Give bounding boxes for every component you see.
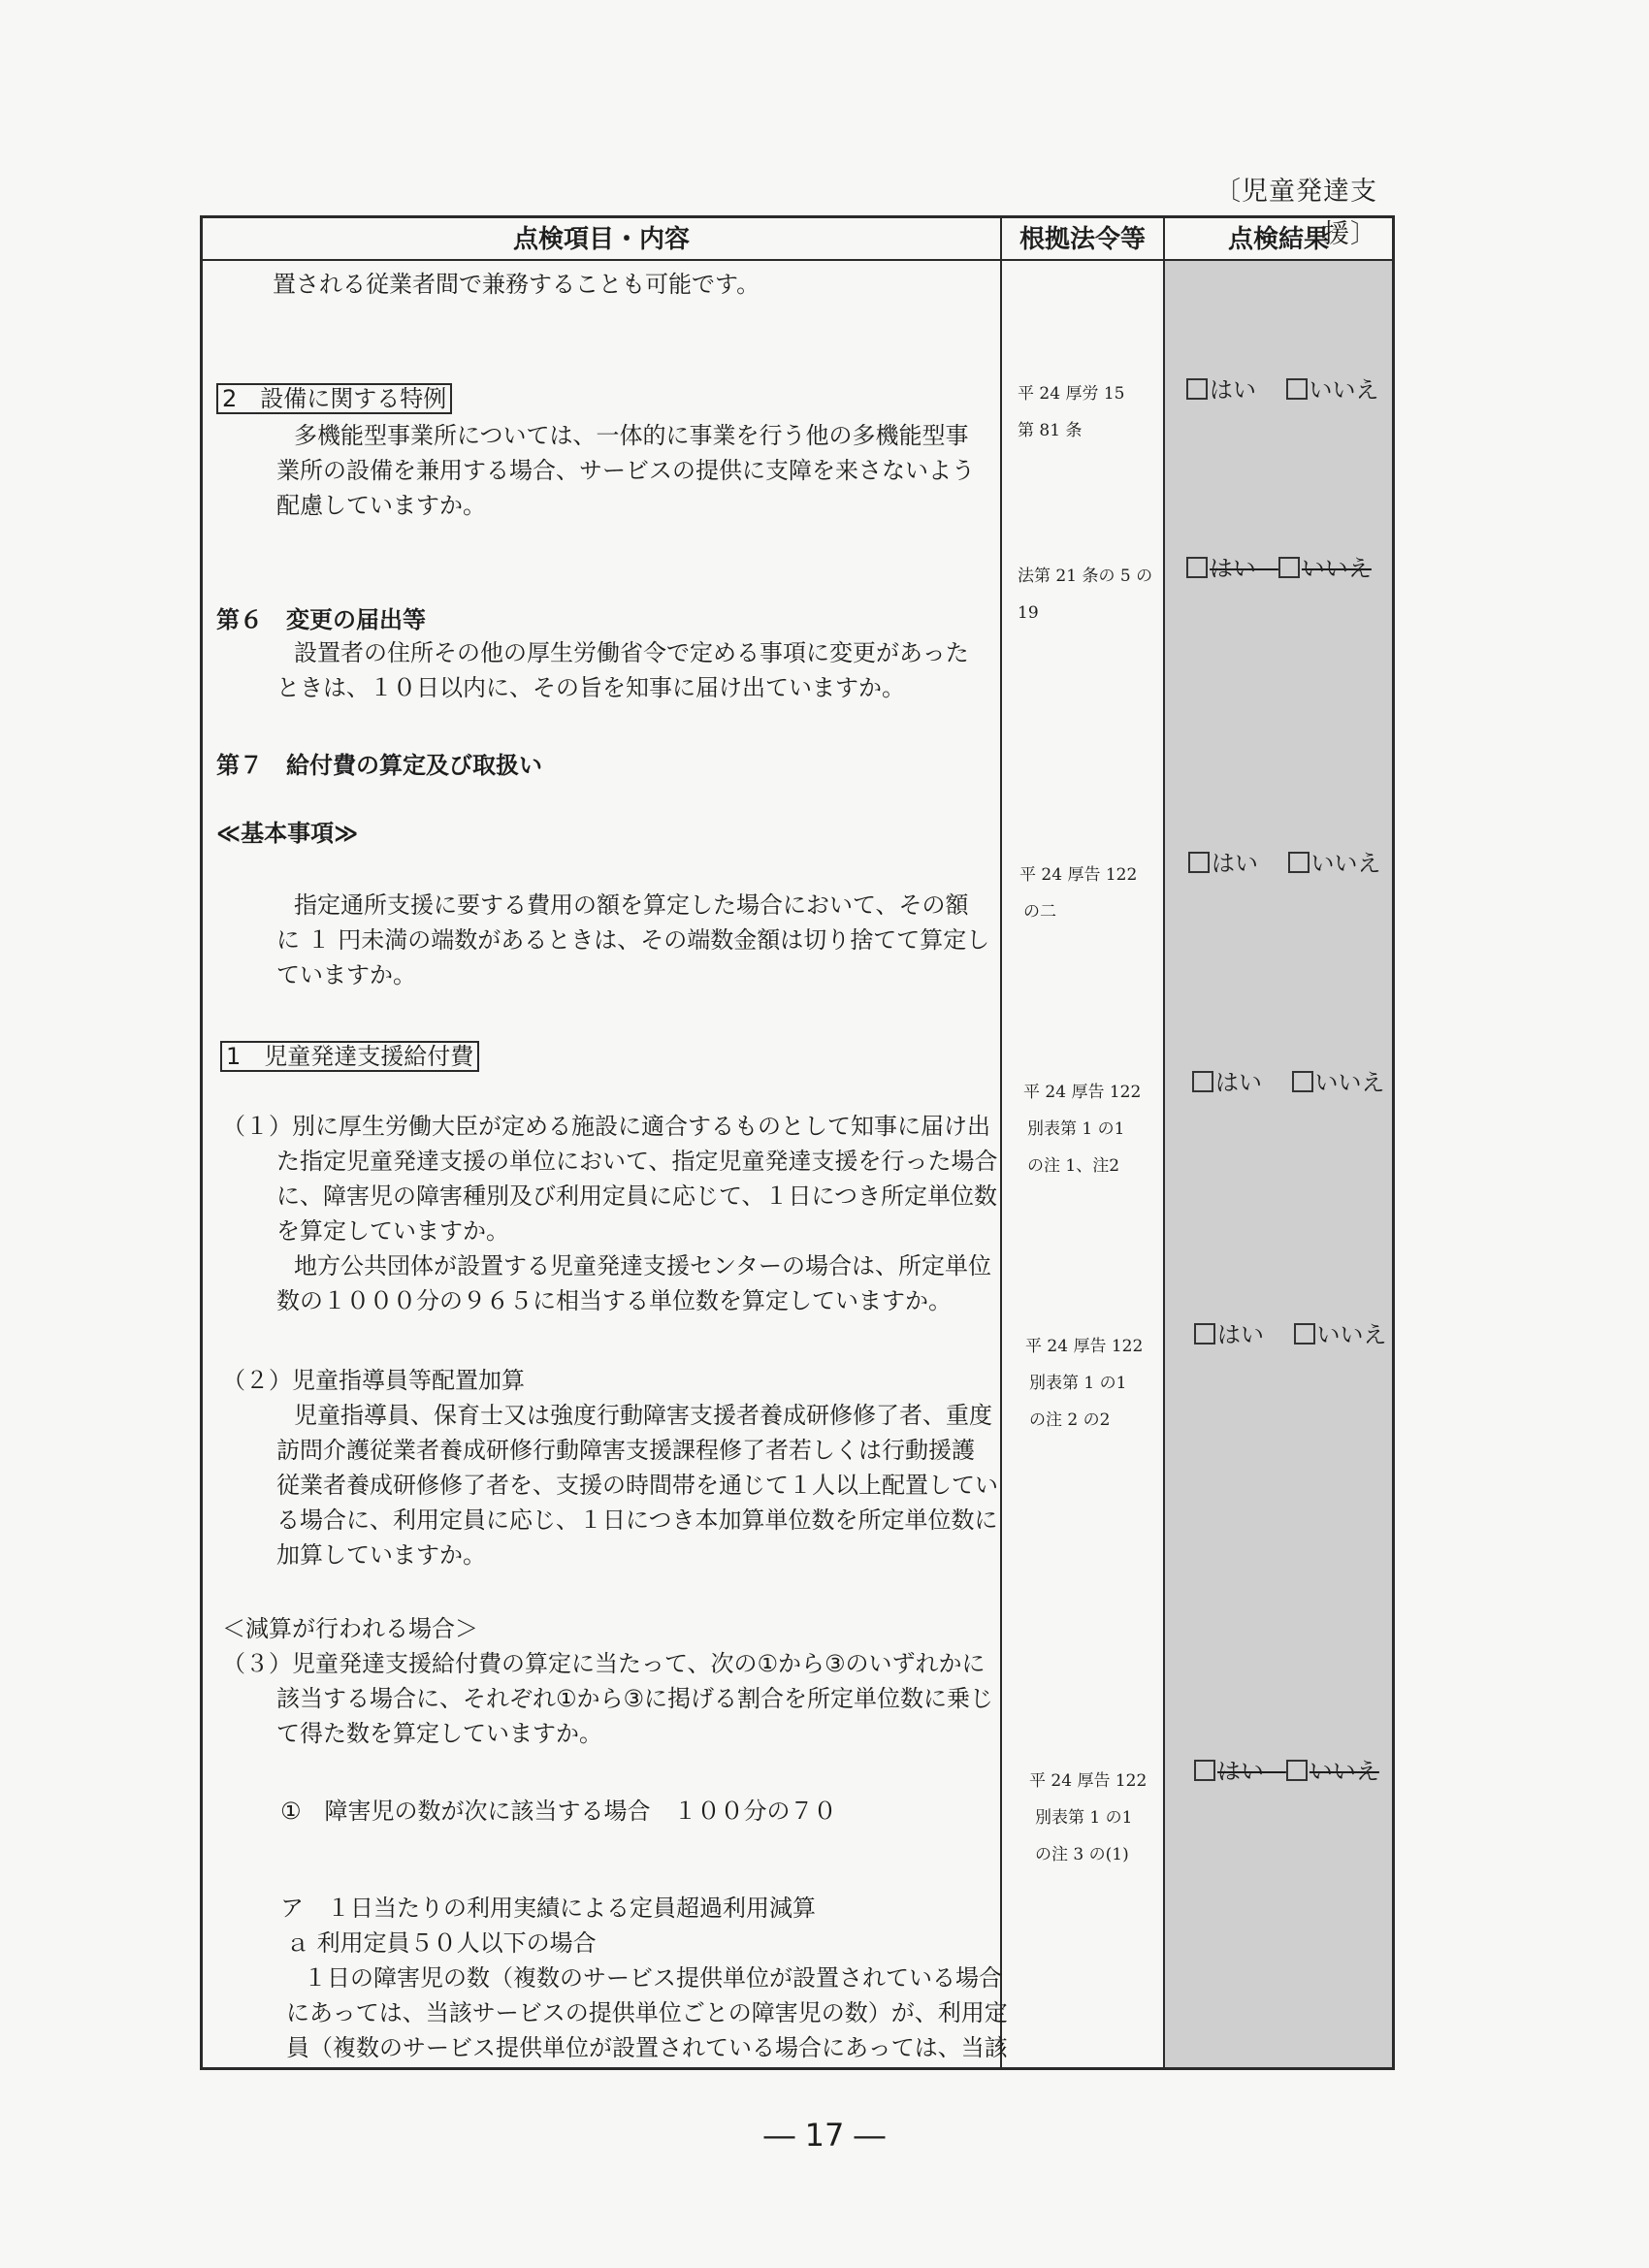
item-text: て得た数を算定していますか。 <box>276 1720 602 1747</box>
yes-label: はい <box>1217 1758 1264 1785</box>
no-label: いいえ <box>1309 1758 1379 1785</box>
checkbox-icon[interactable] <box>1286 1760 1308 1781</box>
column-divider <box>1000 218 1002 2067</box>
item-text: ａ 利用定員５０人以下の場合 <box>286 1929 597 1957</box>
item-text: 置される従業者間で兼務することも可能です。 <box>273 271 760 298</box>
law-reference: 第 81 条 <box>1018 421 1083 440</box>
header-law: 根拠法令等 <box>1000 218 1165 261</box>
yes-label: はい <box>1215 1069 1262 1096</box>
item-text: 従業者養成研修修了者を、支援の時間帯を通じて１人以上配置してい <box>276 1472 998 1499</box>
subsection-title: ＜減算が行われる場合＞ <box>222 1615 478 1642</box>
page-number: ― 17 ― <box>763 2117 886 2154</box>
checkbox-checked-icon[interactable] <box>1194 1323 1215 1345</box>
column-divider <box>1163 218 1165 2067</box>
result-checkboxes <box>1194 1318 1387 1351</box>
item-text: 多機能型事業所については、一体的に事業を行う他の多機能型事 <box>271 422 969 449</box>
result-checkboxes <box>1186 373 1379 406</box>
item-text: 数の１０００分の９６５に相当する単位数を算定していますか。 <box>276 1287 952 1314</box>
inspection-table <box>200 215 1395 2070</box>
item-text: 訪問介護従業者養成研修行動障害支援課程修了者若しくは行動援護 <box>276 1437 975 1464</box>
law-reference: 別表第 1 の1 <box>1027 1119 1125 1139</box>
result-column-shading <box>1165 261 1392 2067</box>
checkbox-icon[interactable] <box>1194 1760 1215 1781</box>
item-text: に、障害児の障害種別及び利用定員に応じて、１日につき所定単位数 <box>276 1183 998 1210</box>
checkbox-icon[interactable] <box>1278 557 1300 578</box>
item-text: ときは、１０日以内に、その旨を知事に届け出ていますか。 <box>276 674 905 701</box>
no-label: いいえ <box>1316 1321 1387 1348</box>
item-text: （３）児童発達支援給付費の算定に当たって、次の①から③のいずれかに <box>222 1650 986 1677</box>
item-text: 指定通所支援に要する費用の額を算定した場合において、その額 <box>271 891 969 919</box>
yes-label: はい <box>1217 1321 1264 1348</box>
result-checkboxes-struck <box>1186 552 1372 585</box>
section-title: 1 児童発達支援給付費 <box>220 1041 479 1072</box>
law-reference: 平 24 厚労 15 <box>1018 384 1125 404</box>
item-text: ア １日当たりの利用実績による定員超過利用減算 <box>280 1895 816 1922</box>
law-reference: 平 24 厚告 122 <box>1029 1771 1148 1791</box>
checkbox-checked-icon[interactable] <box>1186 378 1208 400</box>
item-text: 該当する場合に、それぞれ①から③に掲げる割合を所定単位数に乗じ <box>276 1685 994 1712</box>
yes-label: はい <box>1210 376 1256 404</box>
item-text: （２）児童指導員等配置加算 <box>222 1367 525 1394</box>
item-text: 業所の設備を兼用する場合、サービスの提供に支障を来さないよう <box>276 457 975 484</box>
item-text: ① 障害児の数が次に該当する場合 １００分の７０ <box>280 1798 837 1825</box>
item-text: １日の障害児の数（複数のサービス提供単位が設置されている場合 <box>280 1964 1002 1992</box>
item-text: 児童指導員、保育士又は強度行動障害支援者養成研修修了者、重度 <box>271 1402 992 1429</box>
item-text: に １ 円未満の端数があるときは、その端数金額は切り捨てて算定し <box>276 926 990 954</box>
law-reference: 別表第 1 の1 <box>1029 1374 1127 1393</box>
law-reference: の注 1、注2 <box>1027 1156 1120 1176</box>
law-reference: の注 3 の(1) <box>1035 1845 1129 1864</box>
section-title: 第６ 変更の届出等 <box>216 606 426 633</box>
item-text: を算定していますか。 <box>276 1217 509 1245</box>
no-label: いいえ <box>1314 1069 1385 1096</box>
item-text: （１）別に厚生労働大臣が定める施設に適合するものとして知事に届け出 <box>222 1113 990 1140</box>
yes-label: はい <box>1212 850 1258 877</box>
section-title: 第７ 給付費の算定及び取扱い <box>216 752 542 779</box>
item-text: 配慮していますか。 <box>276 492 486 519</box>
checkbox-checked-icon[interactable] <box>1188 852 1210 873</box>
law-reference: 平 24 厚告 122 <box>1019 865 1138 885</box>
checkbox-icon[interactable] <box>1286 378 1308 400</box>
yes-label: はい <box>1210 555 1256 582</box>
checkbox-checked-icon[interactable] <box>1192 1071 1213 1092</box>
no-label: いいえ <box>1310 850 1381 877</box>
no-label: いいえ <box>1301 555 1372 582</box>
result-checkboxes-struck <box>1194 1755 1379 1788</box>
item-text: にあっては、当該サービスの提供単位ごとの障害児の数）が、利用定 <box>286 1999 1008 2026</box>
item-text: 員（複数のサービス提供単位が設置されている場合にあっては、当該 <box>286 2034 1008 2061</box>
no-label: いいえ <box>1309 376 1379 404</box>
item-text: る場合に、利用定員に応じ、１日につき本加算単位数を所定単位数に <box>276 1507 998 1534</box>
header-result: 点検結果 <box>1165 218 1392 261</box>
result-checkboxes <box>1192 1066 1385 1099</box>
law-reference: 平 24 厚告 122 <box>1023 1083 1142 1102</box>
item-text: 地方公共団体が設置する児童発達支援センターの場合は、所定単位 <box>271 1252 992 1280</box>
checkbox-icon[interactable] <box>1292 1071 1313 1092</box>
law-reference: 別表第 1 の1 <box>1035 1808 1133 1828</box>
item-text: ていますか。 <box>276 961 416 988</box>
law-reference: の二 <box>1023 902 1056 922</box>
item-text: 加算していますか。 <box>276 1541 486 1569</box>
section-title: 2 設備に関する特例 <box>216 383 452 414</box>
law-reference: 法第 21 条の 5 の <box>1018 567 1153 586</box>
checkbox-icon[interactable] <box>1288 852 1310 873</box>
item-text: 設置者の住所その他の厚生労働省令で定める事項に変更があった <box>271 639 969 666</box>
law-reference: 19 <box>1018 603 1039 623</box>
law-reference: 平 24 厚告 122 <box>1025 1337 1144 1356</box>
law-reference: の注 2 の2 <box>1029 1410 1111 1430</box>
checkbox-icon[interactable] <box>1294 1323 1315 1345</box>
category-tag: 〔児童発達支援〕 <box>1214 177 1377 249</box>
result-checkboxes <box>1188 847 1381 880</box>
subsection-title: ≪基本事項≫ <box>216 820 359 847</box>
checkbox-icon[interactable] <box>1186 557 1208 578</box>
header-item: 点検項目・内容 <box>203 218 1000 261</box>
item-text: た指定児童発達支援の単位において、指定児童発達支援を行った場合 <box>276 1148 998 1175</box>
